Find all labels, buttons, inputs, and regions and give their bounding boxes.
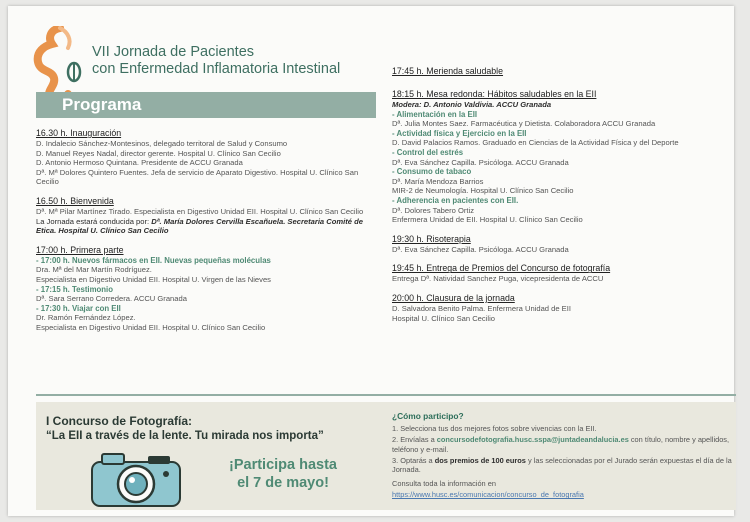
how-to-participate: [392, 412, 732, 502]
participate-callout: [208, 456, 358, 492]
inauguration-section: [36, 128, 376, 187]
talk-title: - Adherencia en pacientes con EII.: [392, 195, 519, 205]
round-table-section: [392, 89, 728, 225]
moderator-line: [36, 217, 376, 236]
talk-title: - Alimentación en la EII: [392, 109, 478, 119]
divider: [36, 394, 736, 396]
right-column: [392, 66, 728, 332]
snack-heading: 17:45 h. Merienda saludable: [392, 66, 504, 76]
inauguration-heading: 16.30 h. Inauguración: [36, 128, 122, 138]
talk-title: - 17:15 h. Testimonio: [36, 284, 113, 294]
speaker-line: Dra. Mª del Mar Martín Rodríguez.: [36, 265, 152, 275]
speaker-line: Dª. Eva Sánchez Capilla. Psicóloga. ACCU Granada: [392, 244, 569, 254]
speaker-line: Especialista en Digestivo Unidad EII. Hospital U. Clínico San Cecilio: [36, 322, 266, 332]
speaker-line: Dª. Eva Sánchez Capilla. Psicóloga. ACCU Granada: [392, 157, 569, 167]
prize-text: dos premios de 100 euros: [434, 455, 526, 465]
step-1: 1. Selecciona tus dos mejores fotos sobre vivencias con la EII.: [392, 424, 597, 434]
photo-contest-panel: [36, 402, 736, 510]
closing-section: [392, 293, 728, 323]
talk-title: - Control del estrés: [392, 147, 464, 157]
speaker-line: D. Salvadora Benito Palma. Enfermera Unidad de EII: [392, 303, 571, 313]
speaker-line: Dª. Mª Dolores Quintero Fuentes. Jefa de servicio de Aparato Digestivo. Hospital U. Clínico San Cecilio: [36, 167, 359, 187]
speaker-line: Dª. María Mendoza Barrios: [392, 176, 484, 186]
laughter-therapy-section: [392, 234, 728, 255]
speaker-line: Dª. Dolores Tabero Ortiz: [392, 205, 475, 215]
step-3-prefix: 3. Optarás a: [392, 455, 435, 465]
program-sheet: [8, 6, 734, 516]
program-banner: Programa: [36, 92, 376, 118]
talk-title: - Consumo de tabaco: [392, 167, 472, 177]
cta-line-2: el 7 de mayo!: [237, 475, 329, 491]
awards-heading: 19:45 h. Entrega de Premios del Concurso de fotografía: [392, 263, 611, 274]
speaker-line: Enfermera Unidad de EII. Hospital U. Clínico San Cecilio: [392, 215, 583, 225]
talk-title: - 17:30 h. Viajar con EII: [36, 303, 121, 313]
camera-icon: [88, 448, 184, 508]
speaker-line: D. David Palacios Ramos. Graduado en Ciencias de la Actividad Física y del Deporte: [392, 138, 679, 148]
awards-section: [392, 263, 728, 284]
title-line-1: VII Jornada de Pacientes: [92, 44, 255, 60]
contest-email-link[interactable]: concursodefotografia.husc.sspa@juntadeandalucia.es: [436, 435, 629, 445]
contest-slogan: “La EII a través de la lente. Tu mirada nos importa”: [46, 430, 324, 442]
speaker-line: D. Manuel Reyes Nadal, director gerente. Hospital U. Clínico San Cecilio: [36, 148, 281, 158]
speaker-line: Dª. Julia Montes Saez. Farmacéutica y Dietista. Colaboradora ACCU Granada: [392, 119, 656, 129]
talk-title: - 17:00 h. Nuevos fármacos en EII. Nuevas pequeñas moléculas: [36, 255, 271, 265]
closing-heading: 20:00 h. Clausura de la jornada: [392, 292, 515, 303]
cta-line-1: ¡Participa hasta: [229, 457, 337, 473]
speaker-line: Dª. Sara Serrano Corredera. ACCU Granada: [36, 294, 187, 304]
step-3-suffix: y las seleccionadas por el Jurado serán expuestas el día de la Jornada.: [392, 455, 732, 475]
speaker-line: Entrega Dª. Natividad Sanchez Puga, vicepresidenta de ACCU: [392, 274, 604, 284]
step-2-suffix: con título, nombre y apellidos, teléfono y e-mail.: [392, 435, 730, 454]
conducted-name: Dª. María Dolores Cervilla Escañuela. Secretaria Comité de Etica. Hospital U. Clínico San Cecilio: [36, 216, 363, 236]
laughter-therapy-heading: 19:30 h. Risoterapia: [392, 233, 471, 244]
welcome-heading: 16.50 h. Bienvenida: [36, 195, 114, 206]
conducted-prefix: La Jornada estará conducida por:: [36, 216, 152, 226]
first-part-heading: 17:00 h. Primera parte: [36, 244, 124, 255]
event-title: [92, 44, 340, 78]
speaker-line: D. Indalecio Sánchez-Montesinos, delegado territoral de Salud y Consumo: [36, 139, 288, 148]
welcome-section: [36, 196, 376, 236]
speaker-line: Hospital U. Clínico San Cecilio: [392, 313, 495, 323]
speaker-line: MIR-2 de Neumología. Hospital U. Clínico San Cecilio: [392, 186, 574, 196]
first-part-section: [36, 245, 376, 333]
left-column: [36, 128, 376, 342]
speaker-line: Dr. Ramón Fernández López.: [36, 313, 136, 323]
info-link[interactable]: https://www.husc.es/comunicacion/concurso_de_fotografia: [392, 490, 584, 500]
speaker-line: D. Antonio Hermoso Quintana. Presidente de ACCU Granada: [36, 158, 243, 168]
moderator-line: Modera: D. Antonio Valdivia. ACCU Granada: [392, 100, 552, 109]
how-title: ¿Cómo participo?: [392, 411, 464, 421]
step-2-prefix: 2. Envíalas a: [392, 435, 437, 445]
round-table-heading: 18:15 h. Mesa redonda: Hábitos saludables en la EII: [392, 89, 597, 99]
step-2: [392, 435, 732, 453]
speaker-line: Especialista en Digestivo Unidad EII. Hospital U. Virgen de las Nieves: [36, 274, 271, 284]
talk-title: - Actividad física y Ejercicio en la EII: [392, 128, 527, 138]
step-3: [392, 456, 732, 474]
snack-section: [392, 66, 728, 77]
info-label: Consulta toda la información en: [392, 479, 496, 489]
speaker-line: Dª. Mª Pilar Martínez Tirado. Especialista en Digestivo Unidad EII. Hospital U. Clínico San Cecilio: [36, 206, 364, 216]
title-line-2: con Enfermedad Inflamatoria Intestinal: [92, 61, 341, 77]
contest-title: I Concurso de Fotografía:: [46, 414, 193, 428]
